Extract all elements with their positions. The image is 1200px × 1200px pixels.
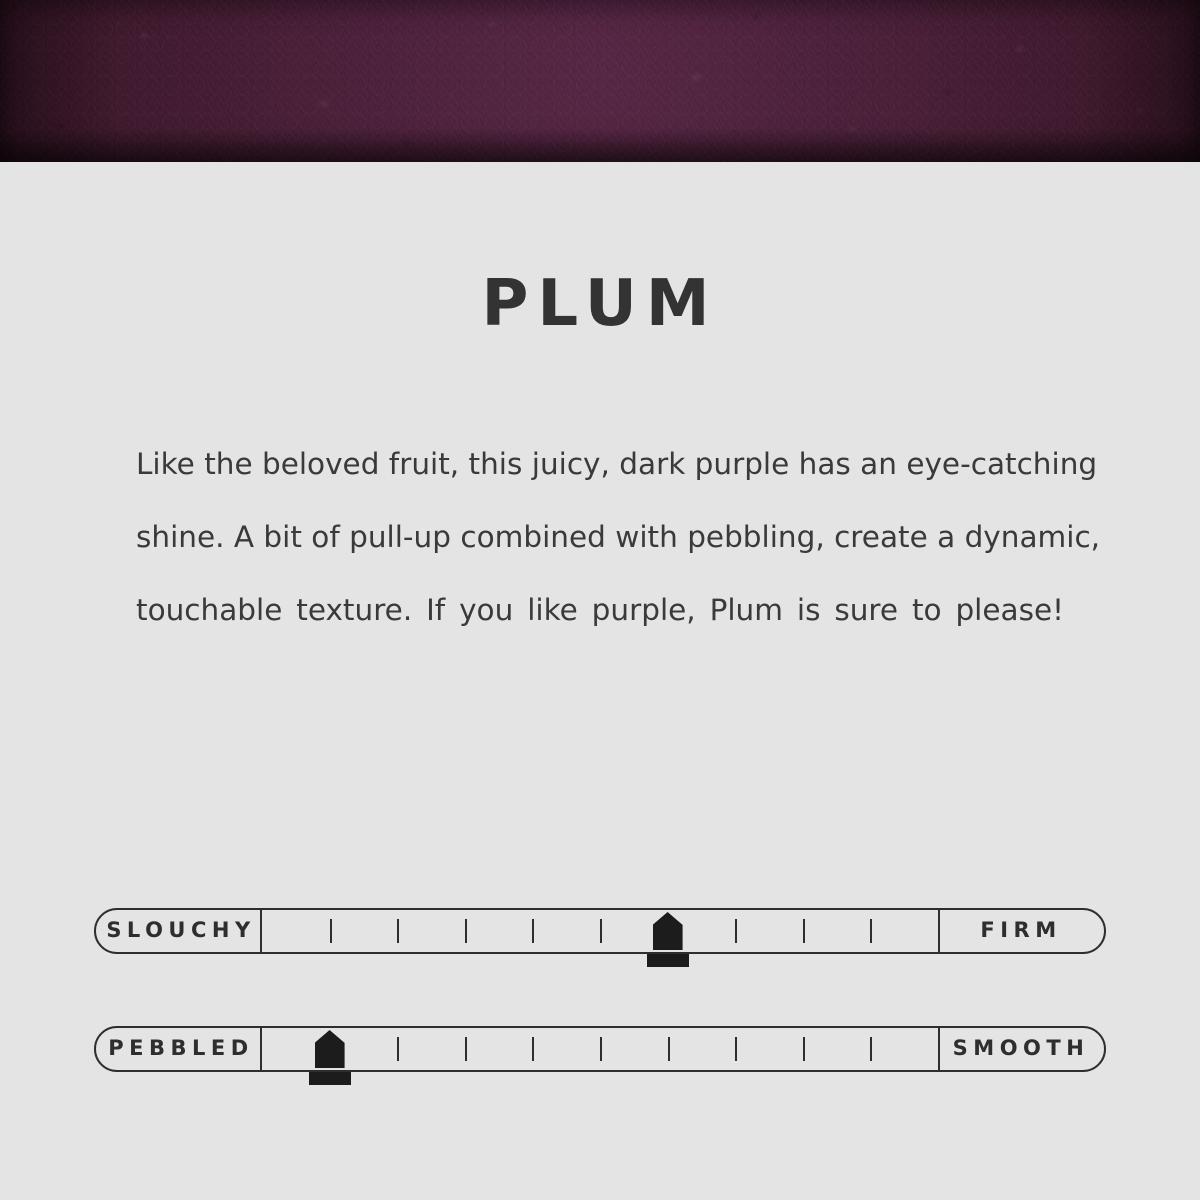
scale-tick [803, 919, 805, 943]
scale-left-label: SLOUCHY [94, 908, 262, 954]
swatch-bottom-shadow [0, 128, 1200, 162]
description-word: you [459, 593, 514, 627]
scale-slouchy-firm [94, 908, 1106, 954]
scale-tick [735, 919, 737, 943]
description-line-1: Like the beloved fruit, this juicy, dark purple has an eye-catching [136, 447, 1098, 481]
scale-ticks [262, 908, 938, 954]
description-word: Plum [709, 593, 783, 627]
leather-swatch-image [0, 0, 1200, 162]
color-description [136, 428, 1101, 647]
scale-tick [532, 1037, 534, 1061]
description-line-2: shine. A bit of pull-up combined with pebbling, create a dynamic, [136, 520, 1101, 554]
scale-tick [465, 919, 467, 943]
description-word: is [796, 593, 821, 627]
scale-tick [870, 919, 872, 943]
marker-base-icon [309, 1072, 351, 1085]
scale-left-label: PEBBLED [94, 1026, 262, 1072]
description-word: texture. [296, 593, 413, 627]
description-word: please! [955, 593, 1064, 627]
description-word: If [426, 593, 446, 627]
description-word: sure [834, 593, 899, 627]
description-line-3 [136, 574, 1064, 647]
scale-tick [397, 1037, 399, 1061]
scale-pebbled-smooth [94, 1026, 1106, 1072]
marker-head-icon [315, 1030, 345, 1068]
scale-tick [397, 919, 399, 943]
description-word: to [911, 593, 942, 627]
scale-tick [600, 1037, 602, 1061]
scale-tick [600, 919, 602, 943]
scale-tick [330, 919, 332, 943]
scale-tick [803, 1037, 805, 1061]
marker-head-icon [653, 912, 683, 950]
scale-tick [532, 919, 534, 943]
scale-right-label: FIRM [938, 908, 1106, 954]
scale-marker-slouchy-firm [647, 912, 689, 974]
description-word: like [527, 593, 578, 627]
page-title: PLUM [481, 267, 719, 341]
description-word: touchable [136, 593, 283, 627]
scale-tick [465, 1037, 467, 1061]
scale-tick [735, 1037, 737, 1061]
scale-right-label: SMOOTH [938, 1026, 1106, 1072]
scale-ticks [262, 1026, 938, 1072]
scale-marker-pebbled-smooth [309, 1030, 351, 1092]
description-word: purple, [591, 593, 696, 627]
scale-tick [668, 1037, 670, 1061]
marker-base-icon [647, 954, 689, 967]
scale-tick [870, 1037, 872, 1061]
